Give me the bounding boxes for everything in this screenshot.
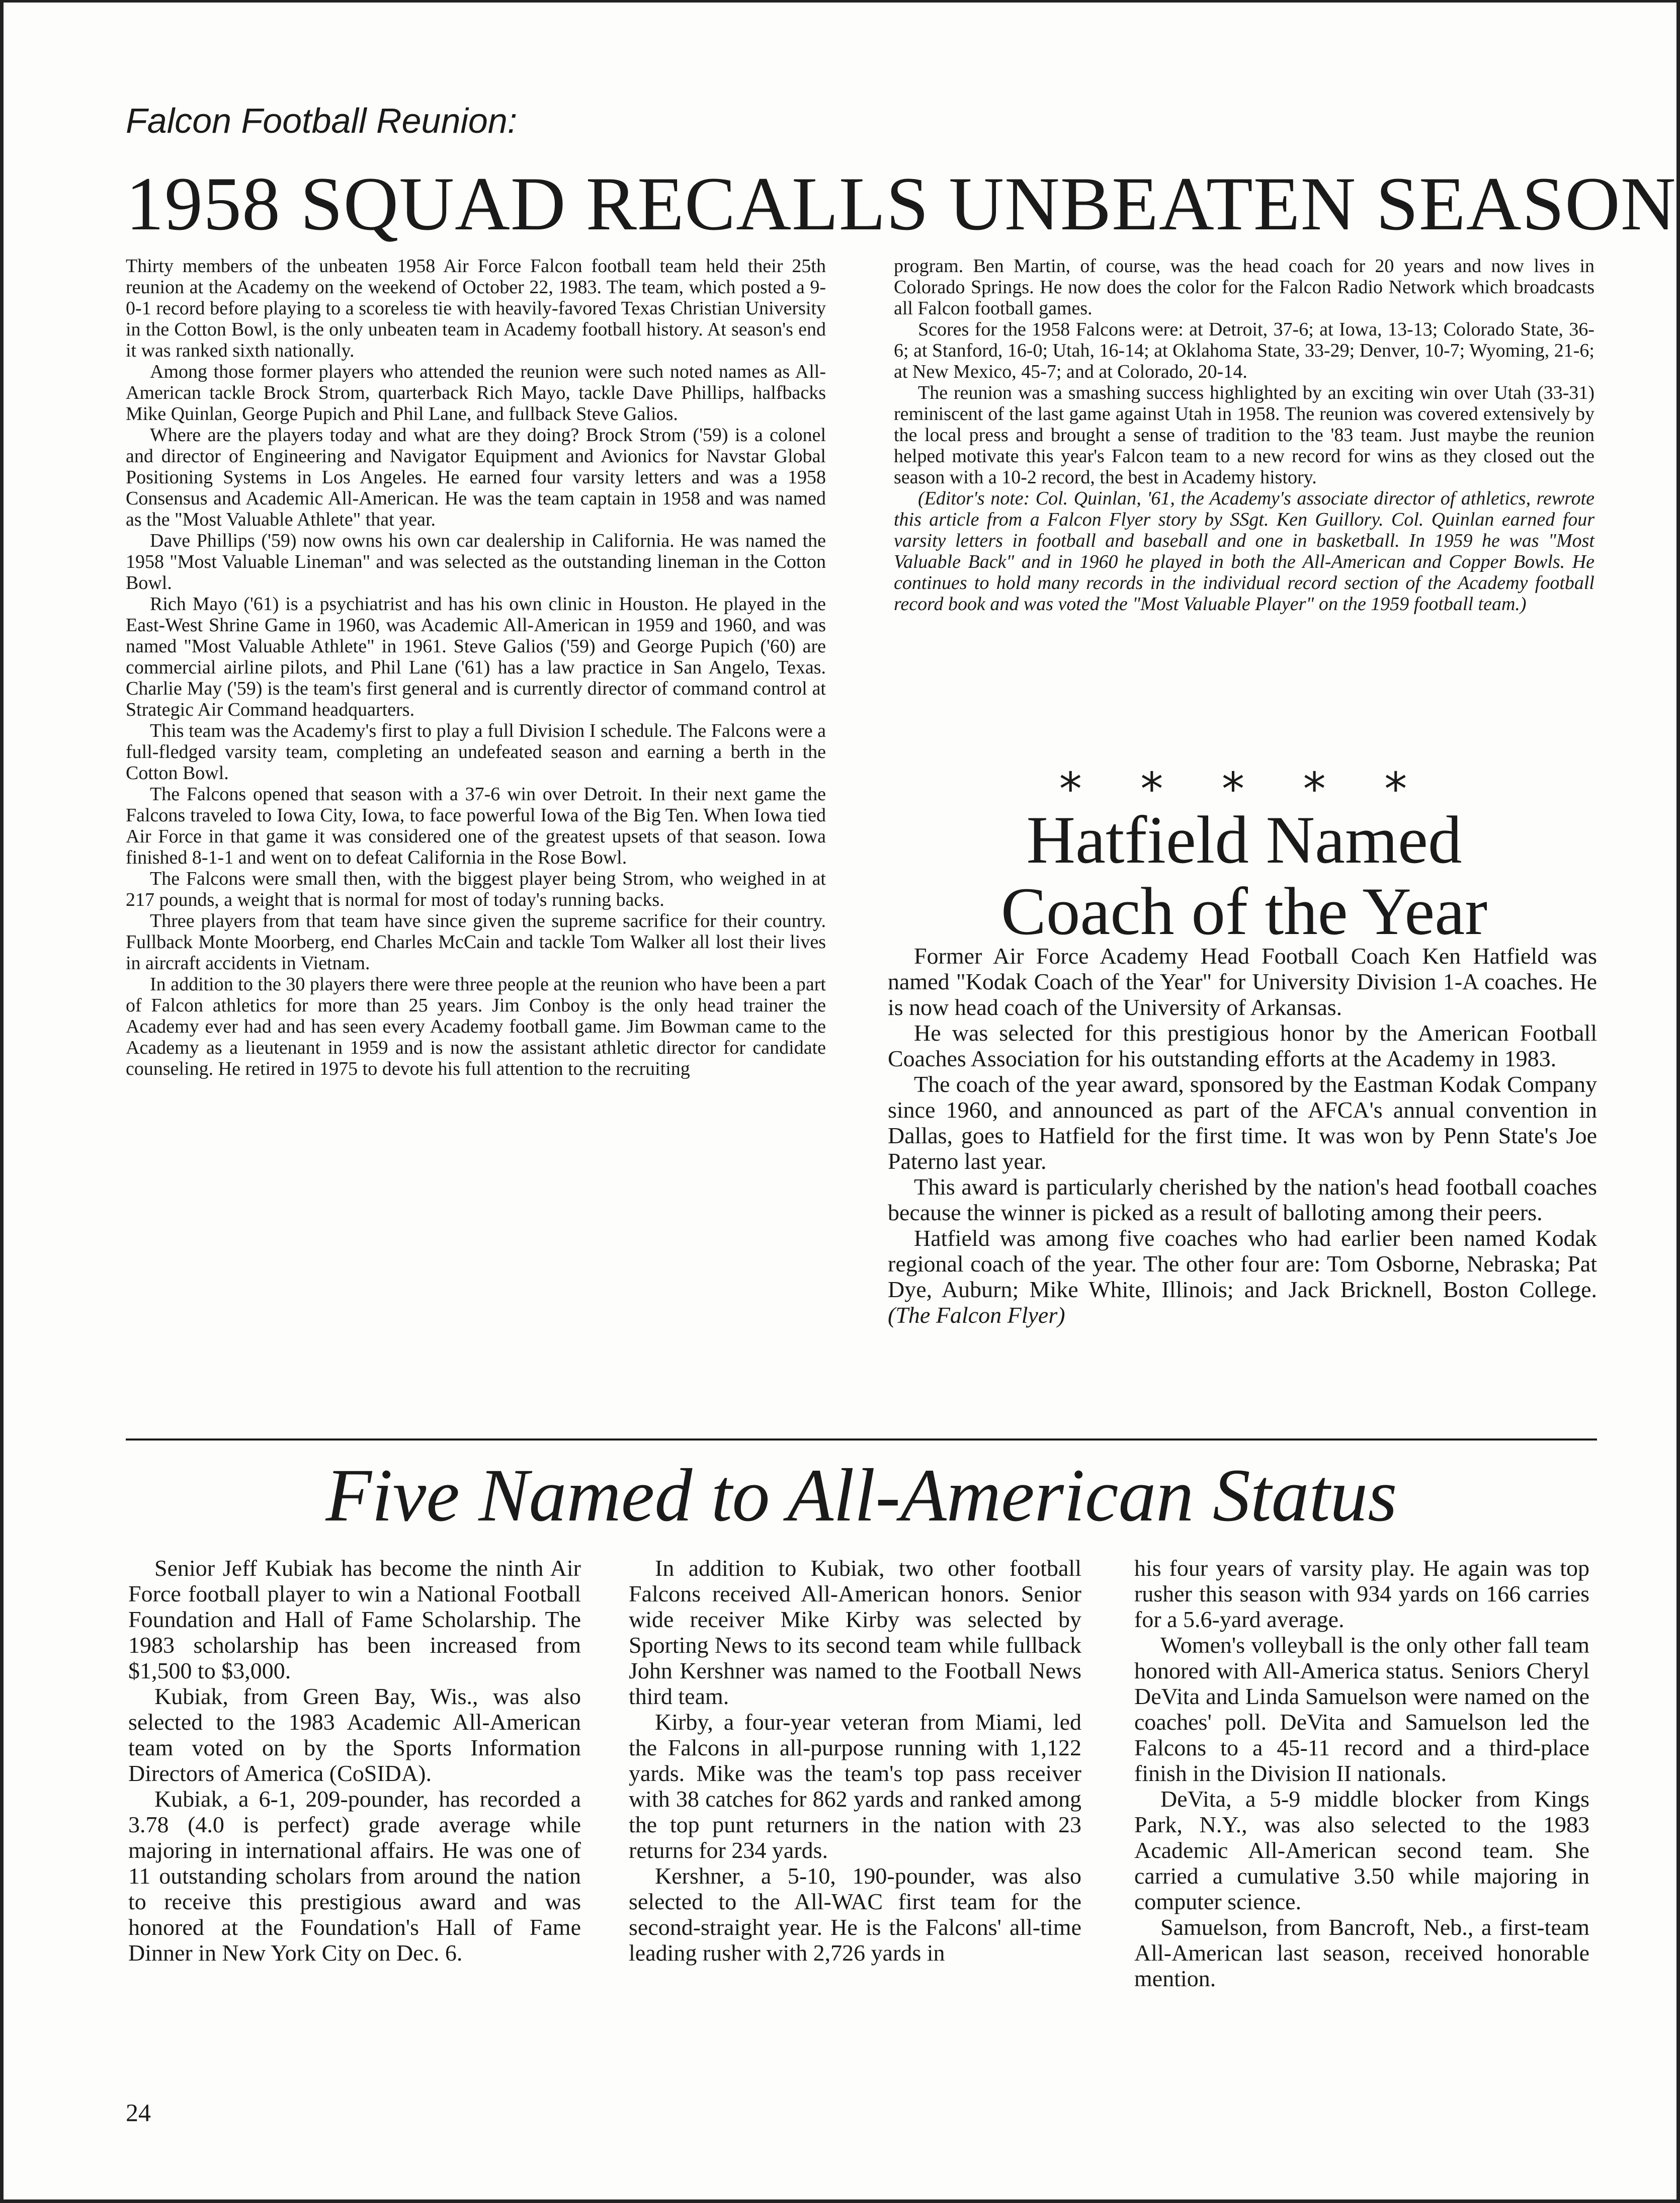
paragraph: Samuelson, from Bancroft, Neb., a first-team All-American last season, received honorable mention. xyxy=(1134,1914,1589,1991)
hatfield-article-body xyxy=(888,943,1597,1328)
paragraph: Dave Phillips ('59) now owns his own car dealership in California. He was named the 1958 "Most Valuable Lineman" and was selected as the outstanding lineman in the Cotton Bowl. xyxy=(126,530,826,594)
article-column-left xyxy=(126,256,826,1079)
paragraph: Kershner, a 5-10, 190-pounder, was also selected to the All-WAC first team for the second-straight year. He is the Falcons' all-time leading rusher with 2,726 yards in xyxy=(629,1863,1081,1966)
paragraph: program. Ben Martin, of course, was the head coach for 20 years and now lives in Colorado Springs. He now does the color for the Falcon Radio Network which broadcasts all Falcon football games. xyxy=(894,256,1594,319)
source-credit: (The Falcon Flyer) xyxy=(888,1302,1065,1328)
paragraph-with-credit xyxy=(888,1225,1597,1328)
paragraph: Thirty members of the unbeaten 1958 Air Force Falcon football team held their 25th reunion at the Academy on the weekend of October 22, 1983. The team, which posted a 9-0-1 record before playing to a scoreless tie with heavily-favored Texas Christian University in the Cotton Bowl, is the only unbeaten team in Academy football history. At season's end it was ranked sixth nationally. xyxy=(126,256,826,361)
all-american-headline: Five Named to All-American Status xyxy=(325,1454,1397,1537)
all-american-column-1 xyxy=(128,1555,581,1966)
paragraph: Kubiak, a 6-1, 209-pounder, has recorded a 3.78 (4.0 is perfect) grade average while majoring in international affairs. He was one of 11 outstanding scholars from around the nation to receive this prestigious award and was honored at the Foundation's Hall of Fame Dinner in New York City on Dec. 6. xyxy=(128,1786,581,1966)
paragraph: In addition to the 30 players there were three people at the reunion who have been a part of Falcon athletics for more than 25 years. Jim Conboy is the only head trainer the Academy ever had and has seen every Academy football game. Jim Bowman came to the Academy as a lieutenant in 1959 and is now the assistant athletic director for candidate counseling. He retired in 1975 to devote his full attention to the recruiting xyxy=(126,974,826,1079)
page-border-left xyxy=(0,0,4,2203)
paragraph: In addition to Kubiak, two other football Falcons received All-American honors. Senior wide receiver Mike Kirby was selected by Sporting News to its second team while fullback John Kershner was named to the Football News third team. xyxy=(629,1555,1081,1709)
paragraph: Three players from that team have since given the supreme sacrifice for their country. Fullback Monte Moorberg, end Charles McCain and tackle Tom Walker all lost their lives in aircraft accidents in Vietnam. xyxy=(126,910,826,974)
paragraph: Kubiak, from Green Bay, Wis., was also selected to the 1983 Academic All-American team voted on by the Sports Information Directors of America (CoSIDA). xyxy=(128,1683,581,1786)
page-border-top xyxy=(0,0,1680,3)
paragraph: The reunion was a smashing success highlighted by an exciting win over Utah (33-31) reminiscent of the last game against Utah in 1958. The reunion was covered extensively by the local press and brought a sense of tradition to the '83 team. Just maybe the reunion helped motivate this year's Falcon team to a new record for wins as they closed out the season with a 10-2 record, the best in Academy history. xyxy=(894,382,1594,488)
hatfield-headline-line2: Coach of the Year xyxy=(1000,874,1488,949)
hatfield-headline-line1: Hatfield Named xyxy=(1026,803,1462,878)
section-divider-rule xyxy=(126,1438,1597,1441)
article-headline: 1958 SQUAD RECALLS UNBEATEN SEASON xyxy=(126,161,1676,246)
paragraph: The Falcons opened that season with a 37-6 win over Detroit. In their next game the Falcons traveled to Iowa City, Iowa, to face powerful Iowa of the Big Ten. When Iowa tied Air Force in that game it was considered one of the greatest upsets of that season. Iowa finished 8-1-1 and went on to defeat California in the Rose Bowl. xyxy=(126,784,826,868)
article-kicker: Falcon Football Reunion: xyxy=(126,101,518,140)
paragraph: Rich Mayo ('61) is a psychiatrist and has his own clinic in Houston. He played in the East-West Shrine Game in 1960, was Academic All-American in 1959 and 1960, and was named "Most Valuable Athlete" in 1961. Steve Galios ('59) and George Pupich ('60) are commercial airline pilots, and Phil Lane ('61) has a law practice in San Angelo, Texas. Charlie May ('59) is the team's first general and is currently director of command control at Strategic Air Command headquarters. xyxy=(126,594,826,720)
paragraph: DeVita, a 5-9 middle blocker from Kings Park, N.Y., was also selected to the 1983 Academic All-American second team. She carried a cumulative 3.50 while majoring in computer science. xyxy=(1134,1786,1589,1914)
paragraph-text: Hatfield was among five coaches who had earlier been named Kodak regional coach of the year. The other four are: Tom Osborne, Nebraska; Pat Dye, Auburn; Mike White, Illinois; and Jack Bricknell, Boston College. xyxy=(888,1225,1597,1302)
paragraph: The Falcons were small then, with the biggest player being Strom, who weighed in at 217 pounds, a weight that is normal for most of today's running backs. xyxy=(126,868,826,910)
all-american-column-2 xyxy=(629,1555,1081,1966)
paragraph: Women's volleyball is the only other fall team honored with All-America status. Seniors Cheryl DeVita and Linda Samuelson were named on the coaches' poll. DeVita and Samuelson led the Falcons to a 45-11 record and a third-place finish in the Division II nationals. xyxy=(1134,1632,1589,1786)
page-border-right xyxy=(1676,0,1680,2203)
section-separator-stars: * * * * * xyxy=(1059,763,1430,816)
paragraph: Among those former players who attended the reunion were such noted names as All-American tackle Brock Strom, quarterback Rich Mayo, tackle Dave Phillips, halfbacks Mike Quinlan, George Pupich and Phil Lane, and fullback Steve Galios. xyxy=(126,361,826,425)
paragraph: He was selected for this prestigious honor by the American Football Coaches Association for his outstanding efforts at the Academy in 1983. xyxy=(888,1020,1597,1071)
editors-note: (Editor's note: Col. Quinlan, '61, the Academy's associate director of athletics, rewrote this article from a Falcon Flyer story by SSgt. Ken Guillory. Col. Quinlan earned four varsity letters in football and baseball and one in basketball. In 1959 he was "Most Valuable Back" and in 1960 he played in both the All-American and Copper Bowls. He continues to hold many records in the individual record section of the Academy football record book and was voted the "Most Valuable Player" on the 1959 football team.) xyxy=(894,488,1594,615)
paragraph: This team was the Academy's first to play a full Division I schedule. The Falcons were a full-fledged varsity team, completing an undefeated season and earning a berth in the Cotton Bowl. xyxy=(126,720,826,784)
paragraph: Senior Jeff Kubiak has become the ninth Air Force football player to win a National Football Foundation and Hall of Fame Scholarship. The 1983 scholarship has been increased from $1,500 to $3,000. xyxy=(128,1555,581,1683)
all-american-column-3 xyxy=(1134,1555,1589,1991)
paragraph: The coach of the year award, sponsored by the Eastman Kodak Company since 1960, and announced as part of the AFCA's annual convention in Dallas, goes to Hatfield for the first time. It was won by Penn State's Joe Paterno last year. xyxy=(888,1071,1597,1174)
paragraph: his four years of varsity play. He again was top rusher this season with 934 yards on 166 carries for a 5.6-yard average. xyxy=(1134,1555,1589,1632)
paragraph: Former Air Force Academy Head Football Coach Ken Hatfield was named "Kodak Coach of the Year" for University Division 1-A coaches. He is now head coach of the University of Arkansas. xyxy=(888,943,1597,1020)
paragraph: Scores for the 1958 Falcons were: at Detroit, 37-6; at Iowa, 13-13; Colorado State, 36-6; at Stanford, 16-0; Utah, 16-14; at Oklahoma State, 33-29; Denver, 10-7; Wyoming, 21-6; at New Mexico, 45-7; and at Colorado, 20-14. xyxy=(894,319,1594,382)
paragraph: Where are the players today and what are they doing? Brock Strom ('59) is a colonel and director of Engineering and Navigator Equipment and Avionics for Navstar Global Positioning Systems in Los Angeles. He earned four varsity letters and was a 1958 Consensus and Academic All-American. He was the team captain in 1958 and was named as the "Most Valuable Athlete" that year. xyxy=(126,425,826,530)
hatfield-headline xyxy=(894,805,1594,948)
paragraph: Kirby, a four-year veteran from Miami, led the Falcons in all-purpose running with 1,122 yards. Mike was the team's top pass receiver with 38 catches for 862 yards and ranked among the top punt returners in the nation with 23 returns for 234 yards. xyxy=(629,1709,1081,1863)
page-border-bottom xyxy=(0,2199,1680,2203)
article-column-right xyxy=(894,256,1594,615)
page-number: 24 xyxy=(126,2098,151,2127)
paragraph: This award is particularly cherished by the nation's head football coaches because the winner is picked as a result of balloting among their peers. xyxy=(888,1174,1597,1225)
